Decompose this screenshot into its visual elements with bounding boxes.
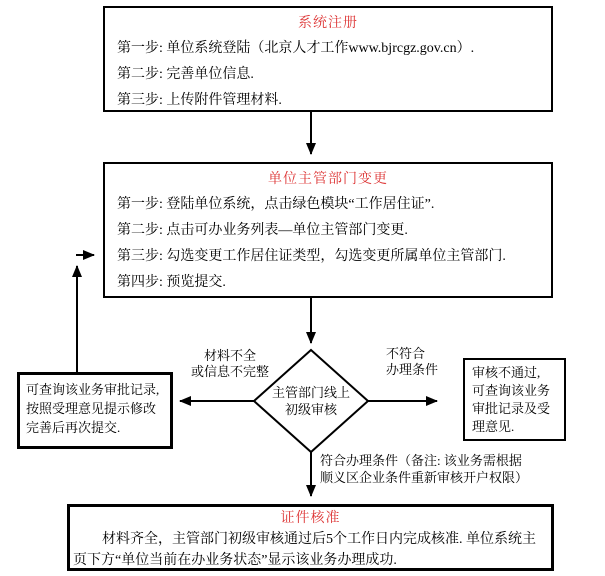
box-resubmit-advice bbox=[17, 372, 173, 449]
diamond-label-line-2: 初级审核 bbox=[284, 402, 337, 417]
rejected-line-1: 审核不通过, bbox=[472, 365, 541, 380]
change-step-3: 第三步: 勾选变更工作居住证类型，勾选变更所属单位主管部门. bbox=[117, 248, 506, 264]
approve-line-1: 材料齐全，主管部门初级审核通过后5个工作日内完成核准. 单位系统主 bbox=[102, 531, 536, 547]
label-fit-line-2: 顺义区企业条件重新审核开户权限） bbox=[320, 470, 529, 485]
decision-diamond-label bbox=[248, 384, 374, 418]
diamond-label-line-1: 主管部门线上 bbox=[271, 385, 350, 400]
change-step-2: 第二步: 点击可办业务列表—单位主管部门变更. bbox=[117, 222, 408, 238]
label-qualified-note bbox=[320, 452, 528, 486]
change-steps bbox=[105, 190, 551, 296]
change-step-4: 第四步: 预览提交. bbox=[117, 274, 226, 290]
resubmit-line-3: 完善后再次提交. bbox=[26, 420, 121, 435]
approve-title: 证件核准 bbox=[280, 511, 341, 526]
rejected-line-3: 审批记录及受 bbox=[472, 401, 551, 416]
change-title: 单位主管部门变更 bbox=[268, 172, 388, 187]
box-certificate-approval bbox=[67, 504, 554, 571]
label-notfit-line-1: 不符合 bbox=[386, 346, 426, 361]
register-steps bbox=[105, 34, 551, 114]
label-incomplete-line-1: 材料不全 bbox=[203, 348, 256, 363]
label-notfit-line-2: 办理条件 bbox=[386, 362, 439, 377]
box-system-register bbox=[103, 6, 553, 112]
approve-line-2: 页下方“单位当前在办业务状态”显示该业务办理成功. bbox=[73, 552, 397, 568]
label-materials-incomplete bbox=[178, 348, 282, 380]
register-step-1: 第一步: 单位系统登陆（北京人才工作www.bjrcgz.gov.cn）. bbox=[117, 40, 475, 56]
register-step-2: 第二步: 完善单位信息. bbox=[117, 66, 254, 82]
resubmit-line-1: 可查询该业务审批记录, bbox=[26, 382, 160, 397]
label-not-qualified bbox=[386, 346, 438, 378]
box-department-change bbox=[103, 162, 553, 298]
rejected-line-2: 可查询该业务 bbox=[472, 383, 551, 398]
change-step-1: 第一步: 登陆单位系统，点击绿色模块“工作居住证”. bbox=[117, 196, 435, 212]
register-title: 系统注册 bbox=[298, 16, 358, 31]
resubmit-line-2: 按照受理意见提示修改 bbox=[26, 401, 157, 416]
label-fit-line-1: 符合办理条件（备注: 该业务需根据 bbox=[320, 453, 522, 468]
register-step-3: 第三步: 上传附件管理材料. bbox=[117, 92, 282, 108]
rejected-line-4: 理意见. bbox=[472, 419, 515, 434]
label-incomplete-line-2: 或信息不完整 bbox=[190, 364, 269, 379]
box-review-rejected bbox=[463, 358, 566, 441]
